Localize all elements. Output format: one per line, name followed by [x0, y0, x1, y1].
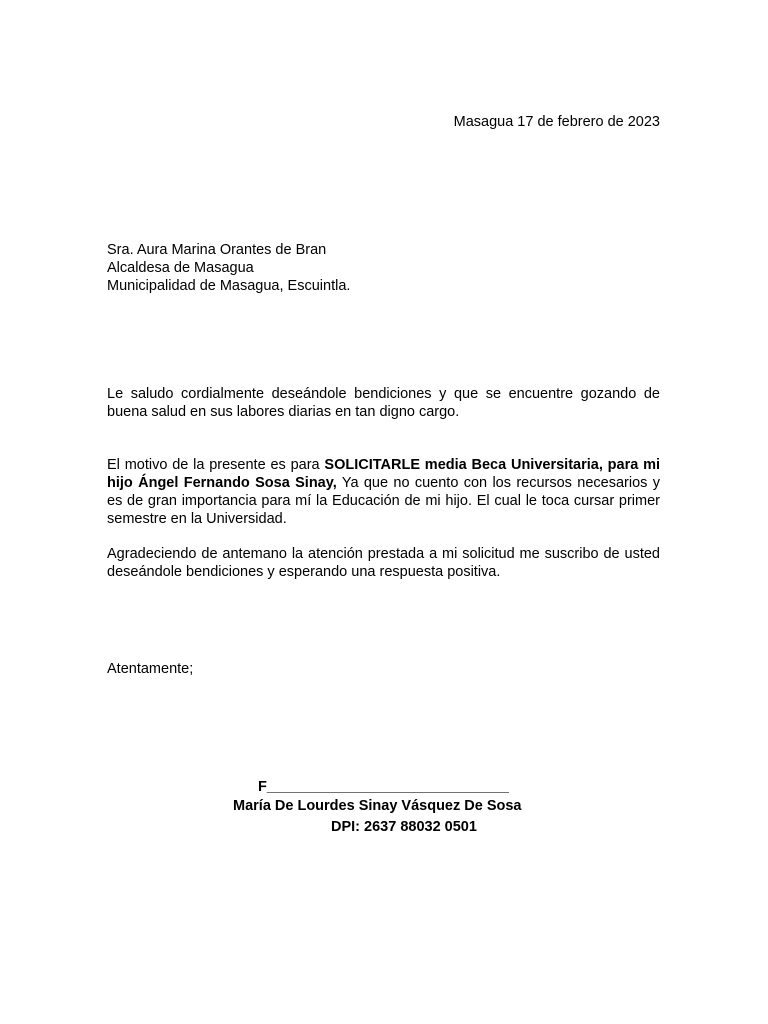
request-intro: El motivo de la presente es para	[107, 457, 325, 473]
greeting-paragraph: Le saludo cordialmente deseándole bendiciones y que se encuentre gozando de buena salud en sus labores diarias en tan digno cargo.	[107, 386, 660, 420]
request-reason: Ya que no cuento con los recursos necesarios y es de gran importancia para mí la Educación de mi hijo. El cual le toca cursar primer semestre en la Universidad.	[107, 475, 660, 527]
signature-line: F______________________________	[258, 779, 509, 795]
recipient-title: Alcaldesa de Masagua	[107, 260, 254, 276]
thanks-paragraph: Agradeciendo de antemano la atención prestada a mi solicitud me suscribo de usted deseándole bendiciones y esperando una respuesta positiva.	[107, 546, 660, 580]
closing-text: Atentamente;	[107, 661, 194, 677]
request-emphasis: SOLICITARLE media Beca Universitaria, para mi hijo Ángel Fernando Sosa Sinay,	[107, 457, 661, 491]
recipient-name: Sra. Aura Marina Orantes de Bran	[107, 242, 327, 258]
signer-dpi: DPI: 2637 88032 0501	[331, 819, 477, 835]
request-paragraph	[107, 456, 660, 528]
recipient-block	[107, 241, 350, 295]
letter-date: Masagua 17 de febrero de 2023	[453, 114, 660, 130]
recipient-institution: Municipalidad de Masagua, Escuintla.	[107, 278, 351, 294]
signer-name: María De Lourdes Sinay Vásquez De Sosa	[233, 798, 522, 814]
